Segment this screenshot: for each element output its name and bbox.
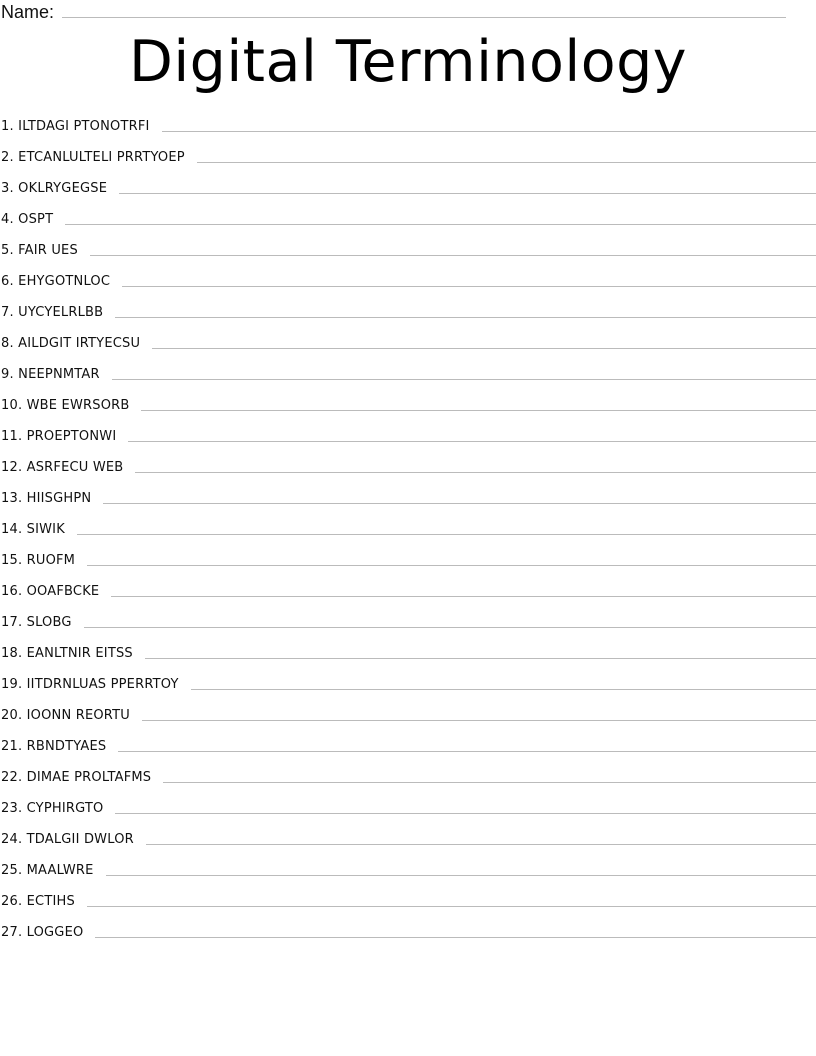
list-item [0,576,816,607]
answer-line[interactable] [115,317,816,318]
answer-line[interactable] [87,565,816,566]
item-number: 14. [1,522,23,537]
list-item [0,421,816,452]
name-field-line[interactable] [62,17,786,18]
scrambled-word: NEEPNMTAR [18,367,100,382]
item-number: 1. [1,119,14,134]
answer-line[interactable] [95,937,816,938]
answer-line[interactable] [128,441,816,442]
worksheet-title: Digital Terminology [128,29,688,95]
scrambled-word-label [0,553,87,568]
list-item [0,173,816,204]
item-number: 8. [1,336,14,351]
scrambled-word: HIISGHPN [26,491,92,506]
answer-line[interactable] [163,782,816,783]
answer-line[interactable] [146,844,816,845]
scrambled-word-label [0,491,103,506]
list-item [0,700,816,731]
list-item [0,638,816,669]
scrambled-word: WBE EWRSORB [26,398,130,413]
scrambled-word-label [0,212,65,227]
item-number: 10. [1,398,23,413]
answer-line[interactable] [145,658,816,659]
answer-line[interactable] [197,162,816,163]
item-number: 24. [1,832,23,847]
list-item [0,390,816,421]
list-item [0,328,816,359]
item-number: 20. [1,708,23,723]
list-item [0,514,816,545]
scrambled-word: OSPT [18,212,54,227]
answer-line[interactable] [103,503,816,504]
answer-line[interactable] [77,534,816,535]
answer-line[interactable] [87,906,816,907]
scrambled-word: ETCANLULTELI PRRTYOEP [18,150,185,165]
answer-line[interactable] [115,813,816,814]
scrambled-word-label [0,274,122,289]
scrambled-word-label [0,584,111,599]
list-item [0,855,816,886]
list-item [0,731,816,762]
scrambled-word-label [0,801,115,816]
list-item [0,204,816,235]
item-number: 27. [1,925,23,940]
scrambled-word-label [0,832,146,847]
scrambled-word-label [0,894,87,909]
answer-line[interactable] [112,379,816,380]
scrambled-word: TDALGII DWLOR [26,832,134,847]
answer-line[interactable] [122,286,816,287]
list-item [0,793,816,824]
scrambled-word: ILTDAGI PTONOTRFI [18,119,150,134]
list-item [0,886,816,917]
answer-line[interactable] [106,875,816,876]
scrambled-word-label [0,119,162,134]
item-number: 7. [1,305,14,320]
scrambled-word: EANLTNIR EITSS [26,646,133,661]
scrambled-word-label [0,739,118,754]
scrambled-word: AILDGIT IRTYECSU [18,336,141,351]
scrambled-word: MAALWRE [26,863,94,878]
name-row [0,0,816,22]
scrambled-word: DIMAE PROLTAFMS [26,770,152,785]
item-number: 16. [1,584,23,599]
scrambled-word: IOONN REORTU [26,708,130,723]
scrambled-word: LOGGEO [26,925,84,940]
list-item [0,111,816,142]
scrambled-word-label [0,243,90,258]
scrambled-word-label [0,925,95,940]
list-item [0,762,816,793]
scrambled-word-label [0,367,112,382]
item-number: 6. [1,274,14,289]
answer-line[interactable] [141,410,816,411]
scrambled-word-label [0,863,106,878]
scrambled-word-label [0,305,115,320]
word-scramble-list [0,111,816,948]
scrambled-word-label [0,398,141,413]
scrambled-word: OOAFBCKE [26,584,100,599]
answer-line[interactable] [135,472,816,473]
scrambled-word: RUOFM [26,553,76,568]
answer-line[interactable] [118,751,816,752]
list-item [0,607,816,638]
answer-line[interactable] [119,193,816,194]
list-item [0,359,816,390]
scrambled-word-label [0,770,163,785]
scrambled-word: CYPHIRGTO [26,801,104,816]
item-number: 3. [1,181,14,196]
scrambled-word: OKLRYGEGSE [18,181,108,196]
list-item [0,297,816,328]
answer-line[interactable] [84,627,816,628]
name-label: Name: [1,2,55,22]
scrambled-word-label [0,615,84,630]
answer-line[interactable] [191,689,816,690]
answer-line[interactable] [142,720,816,721]
item-number: 22. [1,770,23,785]
scrambled-word-label [0,708,142,723]
item-number: 12. [1,460,23,475]
scrambled-word-label [0,677,191,692]
scrambled-word-label [0,336,152,351]
scrambled-word: SIWIK [26,522,65,537]
scrambled-word: RBNDTYAES [26,739,107,754]
item-number: 17. [1,615,23,630]
scrambled-word-label [0,460,135,475]
list-item [0,545,816,576]
answer-line[interactable] [162,131,816,132]
scrambled-word: PROEPTONWI [26,429,117,444]
answer-line[interactable] [90,255,816,256]
item-number: 26. [1,894,23,909]
item-number: 13. [1,491,23,506]
list-item [0,669,816,700]
item-number: 11. [1,429,23,444]
item-number: 18. [1,646,23,661]
scrambled-word: ASRFECU WEB [26,460,124,475]
scrambled-word: ECTIHS [26,894,75,909]
scrambled-word-label [0,429,128,444]
item-number: 23. [1,801,23,816]
scrambled-word: FAIR UES [18,243,78,258]
scrambled-word: EHYGOTNLOC [18,274,111,289]
scrambled-word-label [0,181,119,196]
list-item [0,142,816,173]
item-number: 4. [1,212,14,227]
answer-line[interactable] [152,348,816,349]
item-number: 15. [1,553,23,568]
item-number: 2. [1,150,14,165]
list-item [0,452,816,483]
answer-line[interactable] [111,596,816,597]
item-number: 19. [1,677,23,692]
scrambled-word: UYCYELRLBB [18,305,104,320]
list-item [0,917,816,948]
scrambled-word-label [0,522,77,537]
item-number: 21. [1,739,23,754]
item-number: 5. [1,243,14,258]
answer-line[interactable] [65,224,816,225]
item-number: 25. [1,863,23,878]
scrambled-word-label [0,150,197,165]
scrambled-word: IITDRNLUAS PPERRTOY [26,677,179,692]
scrambled-word-label [0,646,145,661]
list-item [0,266,816,297]
list-item [0,483,816,514]
list-item [0,235,816,266]
list-item [0,824,816,855]
scrambled-word: SLOBG [26,615,72,630]
item-number: 9. [1,367,14,382]
